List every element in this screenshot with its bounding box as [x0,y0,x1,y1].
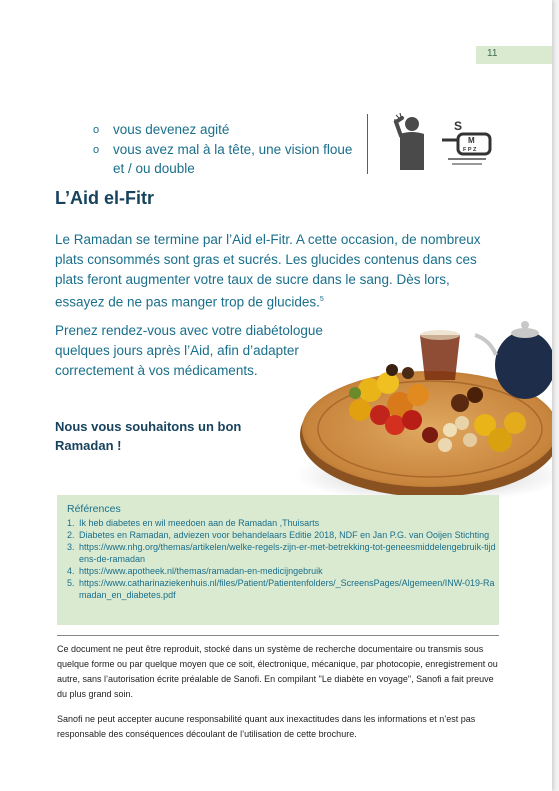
reference-item [67,529,497,541]
reference-number: 2. [67,530,75,540]
eye-chart-line-2: M [468,136,475,145]
references-box [57,495,499,625]
reference-item [67,517,497,529]
reference-number: 3. [67,542,75,552]
legal-notice [57,642,502,752]
legal-paragraph: Sanofi ne peut accepter aucune responsabilité quant aux inexactitudes dans les informations et n’est pas responsable des conséquences découlant de l’utilisation de cette brochure. [57,714,476,739]
divider-line [367,114,368,174]
paragraph-appointment: Prenez rendez-vous avec votre diabétologue quelques jours après l’Aid, afin d’adapter correctement à vos médicaments. [55,323,323,378]
eye-chart-line-1: S [454,119,463,133]
reference-text: Diabetes en Ramadan, adviezen voor behandelaars Editie 2018, NDF en Jan P.G. van Ooijen Stichting [79,530,490,540]
list-item-text: vous avez mal à la tête, une vision floue et / ou double [113,142,353,176]
legal-paragraph: Ce document ne peut être reproduit, stocké dans un système de recherche documentaire ou transmis sous quelque forme ou par quelque moyen que ce soit, électronique, mécanique, par photocopie, enregistrement ou autre, sans l’autorisation écrite préalable de Sanofi. En compilant "Le diabète en voyage", Sanofi a fait preuve du plus grand soin. [57,644,498,699]
reference-text: Ik heb diabetes en wil meedoen aan de Ramadan ,Thuisarts [79,518,320,528]
section-heading: L’Aid el-Fitr [55,188,154,208]
headache-person-icon [392,112,432,172]
symptom-list [93,120,363,178]
reference-number: 4. [67,566,75,576]
reference-link[interactable]: https://www.catharinaziekenhuis.nl/files/Patient/Patientenfolders/_ScreensPages/Algemeen/INW-019-Ramadan_en_diabetes.pdf [79,578,495,600]
reference-number: 1. [67,518,75,528]
list-item [93,140,363,178]
bullet-marker: o [93,124,100,136]
closing-wish: Nous vous souhaitons un bon Ramadan ! [55,419,242,453]
reference-item [67,541,497,565]
list-item-text: vous devenez agité [113,122,230,137]
eye-chart-line-3: F P Z [463,147,477,153]
divider-line [57,635,499,636]
references-list [67,517,497,601]
bullet-marker: o [93,144,100,156]
reference-item [67,565,497,577]
reference-link[interactable]: https://www.apotheek.nl/themas/ramadan-en-medicijngebruik [79,566,323,576]
footnote-mark: 5 [319,296,324,303]
reference-link[interactable]: https://www.nhg.org/themas/artikelen/welke-regels-zijn-er-met-betrekking-tot-geneesmiddelengebruik-tijdens-de-ramadan [79,542,496,564]
reference-number: 5. [67,578,75,588]
paragraph-text: Le Ramadan se termine par l’Aid el-Fitr. A cette occasion, de nombreux plats consommés sont gras et sucrés. Les glucides contenus dans ces plats feront augmenter votre taux de sucre dans le sang. Dès lors, essayez de ne pas manger trop de glucides. [55,232,481,310]
reference-item [67,577,497,601]
eye-chart-glasses-icon [440,118,495,170]
list-item [93,120,363,140]
dried-fruit-platter-image [300,295,552,515]
references-title: Références [67,503,121,515]
page-number: 11 [487,48,498,59]
